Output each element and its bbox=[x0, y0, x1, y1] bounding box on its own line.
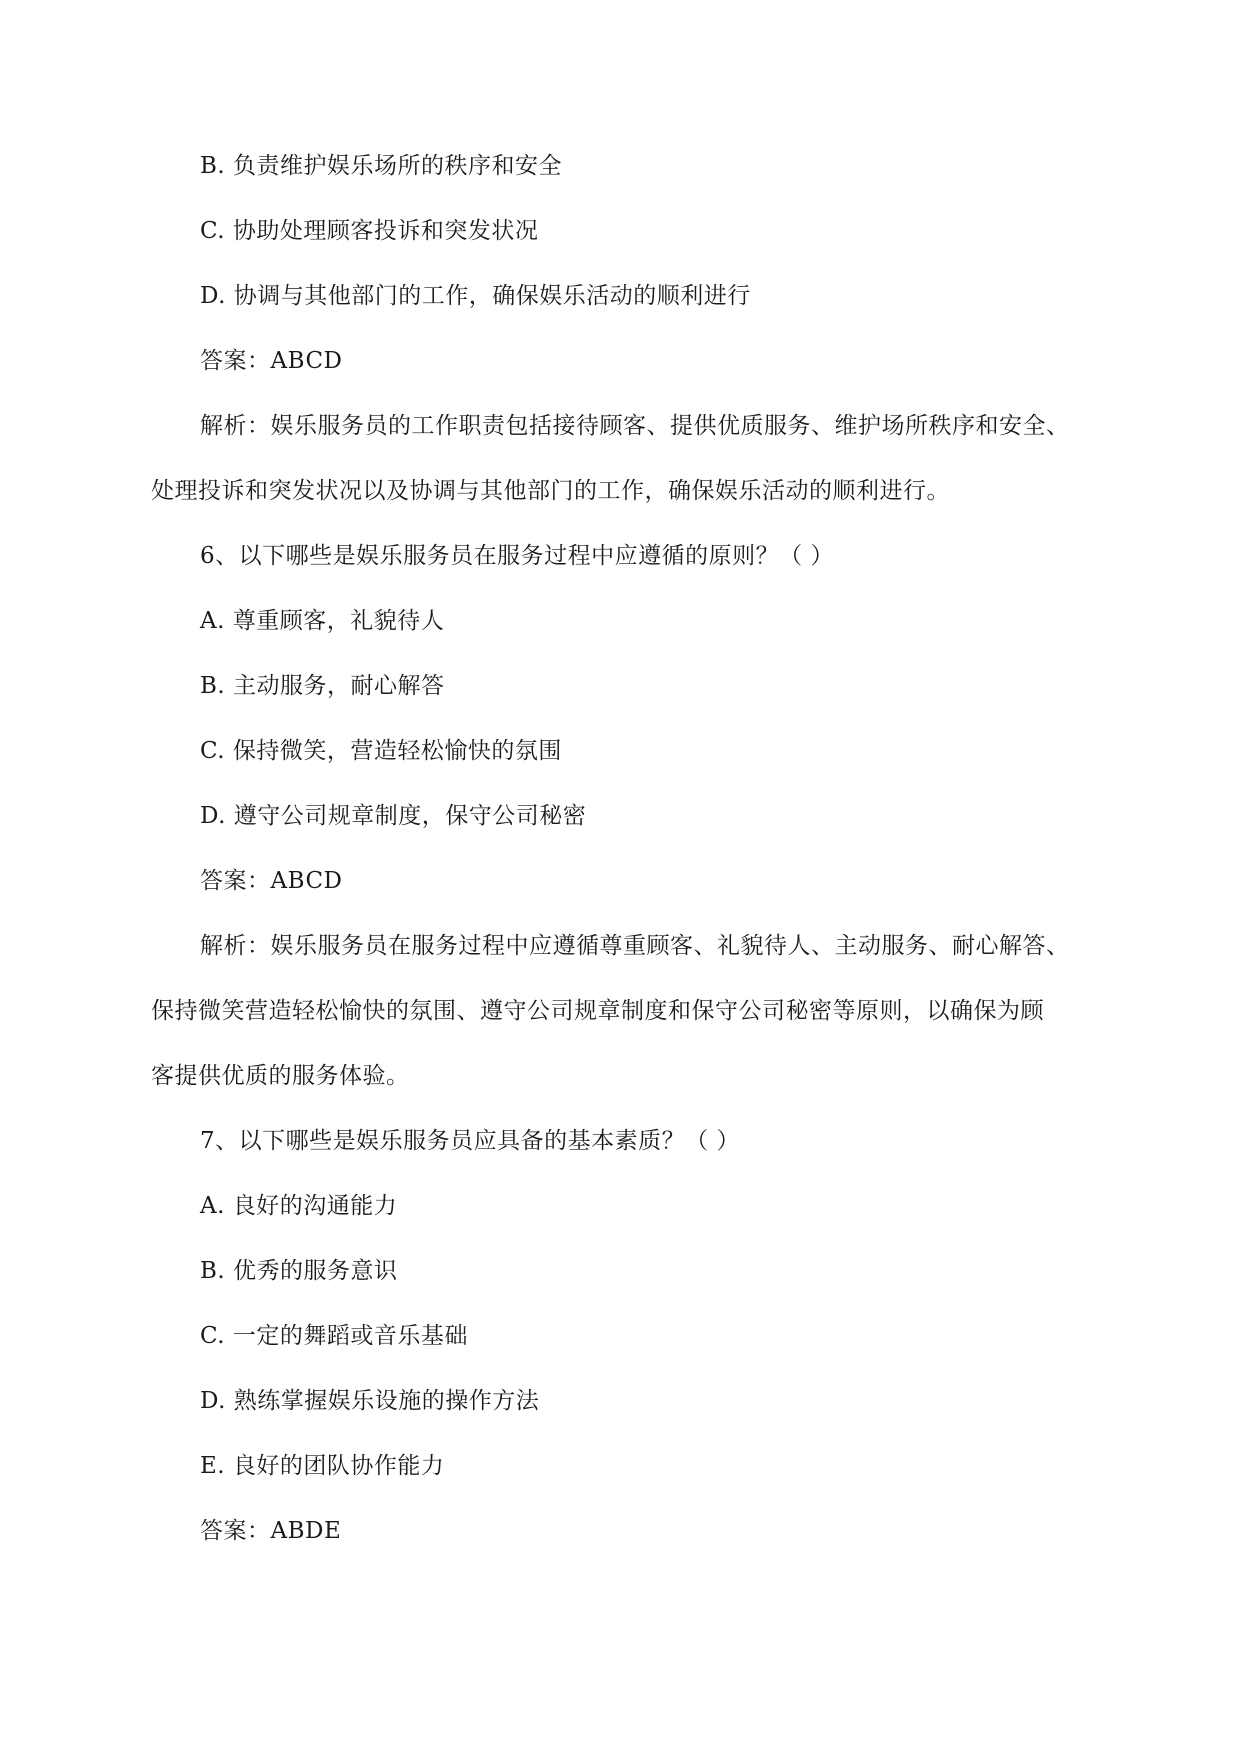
q5-analysis-line-1: 解析：娱乐服务员的工作职责包括接待顾客、提供优质服务、维护场所秩序和安全、 bbox=[200, 413, 1070, 439]
q6-analysis-line-1: 解析：娱乐服务员在服务过程中应遵循尊重顾客、礼貌待人、主动服务、耐心解答、 bbox=[200, 933, 1070, 959]
q7-option-d: D. 熟练掌握娱乐设施的操作方法 bbox=[200, 1388, 540, 1414]
q7-question: 7、以下哪些是娱乐服务员应具备的基本素质？（ ） bbox=[200, 1128, 740, 1154]
q5-option-c: C. 协助处理顾客投诉和突发状况 bbox=[200, 218, 539, 244]
q7-option-e: E. 良好的团队协作能力 bbox=[200, 1453, 445, 1479]
q6-question: 6、以下哪些是娱乐服务员在服务过程中应遵循的原则？（ ） bbox=[200, 543, 834, 569]
q5-option-b: B. 负责维护娱乐场所的秩序和安全 bbox=[200, 153, 563, 179]
q7-answer: 答案：ABDE bbox=[200, 1518, 342, 1544]
q6-option-c: C. 保持微笑，营造轻松愉快的氛围 bbox=[200, 738, 562, 764]
q6-option-d: D. 遵守公司规章制度，保守公司秘密 bbox=[200, 803, 587, 829]
q6-answer: 答案：ABCD bbox=[200, 868, 343, 894]
q7-option-a: A. 良好的沟通能力 bbox=[200, 1193, 398, 1219]
q5-answer: 答案：ABCD bbox=[200, 348, 343, 374]
q6-analysis-line-3: 客提供优质的服务体验。 bbox=[151, 1063, 410, 1089]
q6-analysis-line-2: 保持微笑营造轻松愉快的氛围、遵守公司规章制度和保守公司秘密等原则，以确保为顾 bbox=[151, 998, 1044, 1024]
q5-analysis-line-2: 处理投诉和突发状况以及协调与其他部门的工作，确保娱乐活动的顺利进行。 bbox=[151, 478, 950, 504]
q7-option-c: C. 一定的舞蹈或音乐基础 bbox=[200, 1323, 468, 1349]
q5-option-d: D. 协调与其他部门的工作，确保娱乐活动的顺利进行 bbox=[200, 283, 751, 309]
q6-option-a: A. 尊重顾客，礼貌待人 bbox=[200, 608, 445, 634]
q6-option-b: B. 主动服务，耐心解答 bbox=[200, 673, 445, 699]
q7-option-b: B. 优秀的服务意识 bbox=[200, 1258, 398, 1284]
